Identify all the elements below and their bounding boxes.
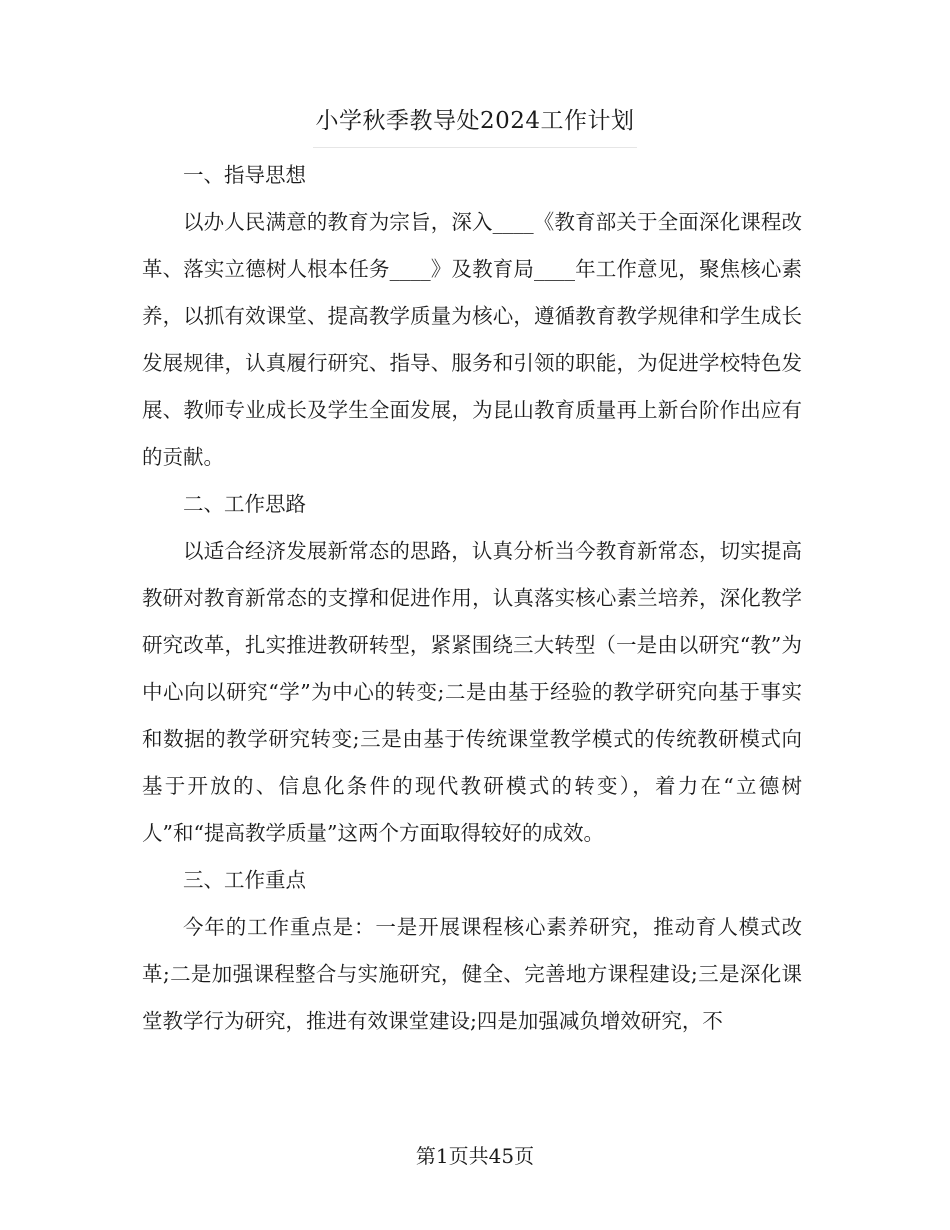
document-body xyxy=(142,152,802,1045)
section-paragraph-guiding-ideology: 以办人民满意的教育为宗旨，深入____《教育部关于全面深化课程改革、落实立德树人根本任务____》及教育局____年工作意见，聚焦核心素养，以抓有效课堂、提高教学质量为核心，遵循教育教学规律和学生成长发展规律，认真履行研究、指导、服务和引领的职能，为促进学校特色发展、教师专业成长及学生全面发展，为昆山教育质量再上新台阶作出应有的贡献。 xyxy=(142,210,802,469)
title-wrap xyxy=(0,98,950,148)
section-paragraph-work-approach: 以适合经济发展新常态的思路，认真分析当今教育新常态，切实提高教研对教育新常态的支撑和促进作用，认真落实核心素兰培养，深化教学研究改革，扎实推进教研转型，紧紧围绕三大转型（一是由以研究“教”为中心向以研究“学”为中心的转变;二是由基于经验的教学研究向基于事实和数据的教学研究转变;三是由基于传统课堂教学模式的传统教研模式向基于开放的、信息化条件的现代教研模式的转变），着力在“立德树人”和“提高教学质量”这两个方面取得较好的成效。 xyxy=(142,539,802,845)
page-number-footer: 第1页共45页 xyxy=(415,1144,535,1168)
section-heading-work-focus: 三、工作重点 xyxy=(183,868,306,892)
section-paragraph-work-focus: 今年的工作重点是：一是开展课程核心素养研究，推动育人模式改革;二是加强课程整合与实施研究，健全、完善地方课程建设;三是深化课堂教学行为研究，推进有效课堂建设;四是加强减负增效研究，不 xyxy=(142,915,802,1033)
section-heading-work-approach: 二、工作思路 xyxy=(183,492,306,516)
document-title: 小学秋季教导处2024工作计划 xyxy=(313,98,636,148)
section-heading-guiding-ideology: 一、指导思想 xyxy=(183,163,306,187)
